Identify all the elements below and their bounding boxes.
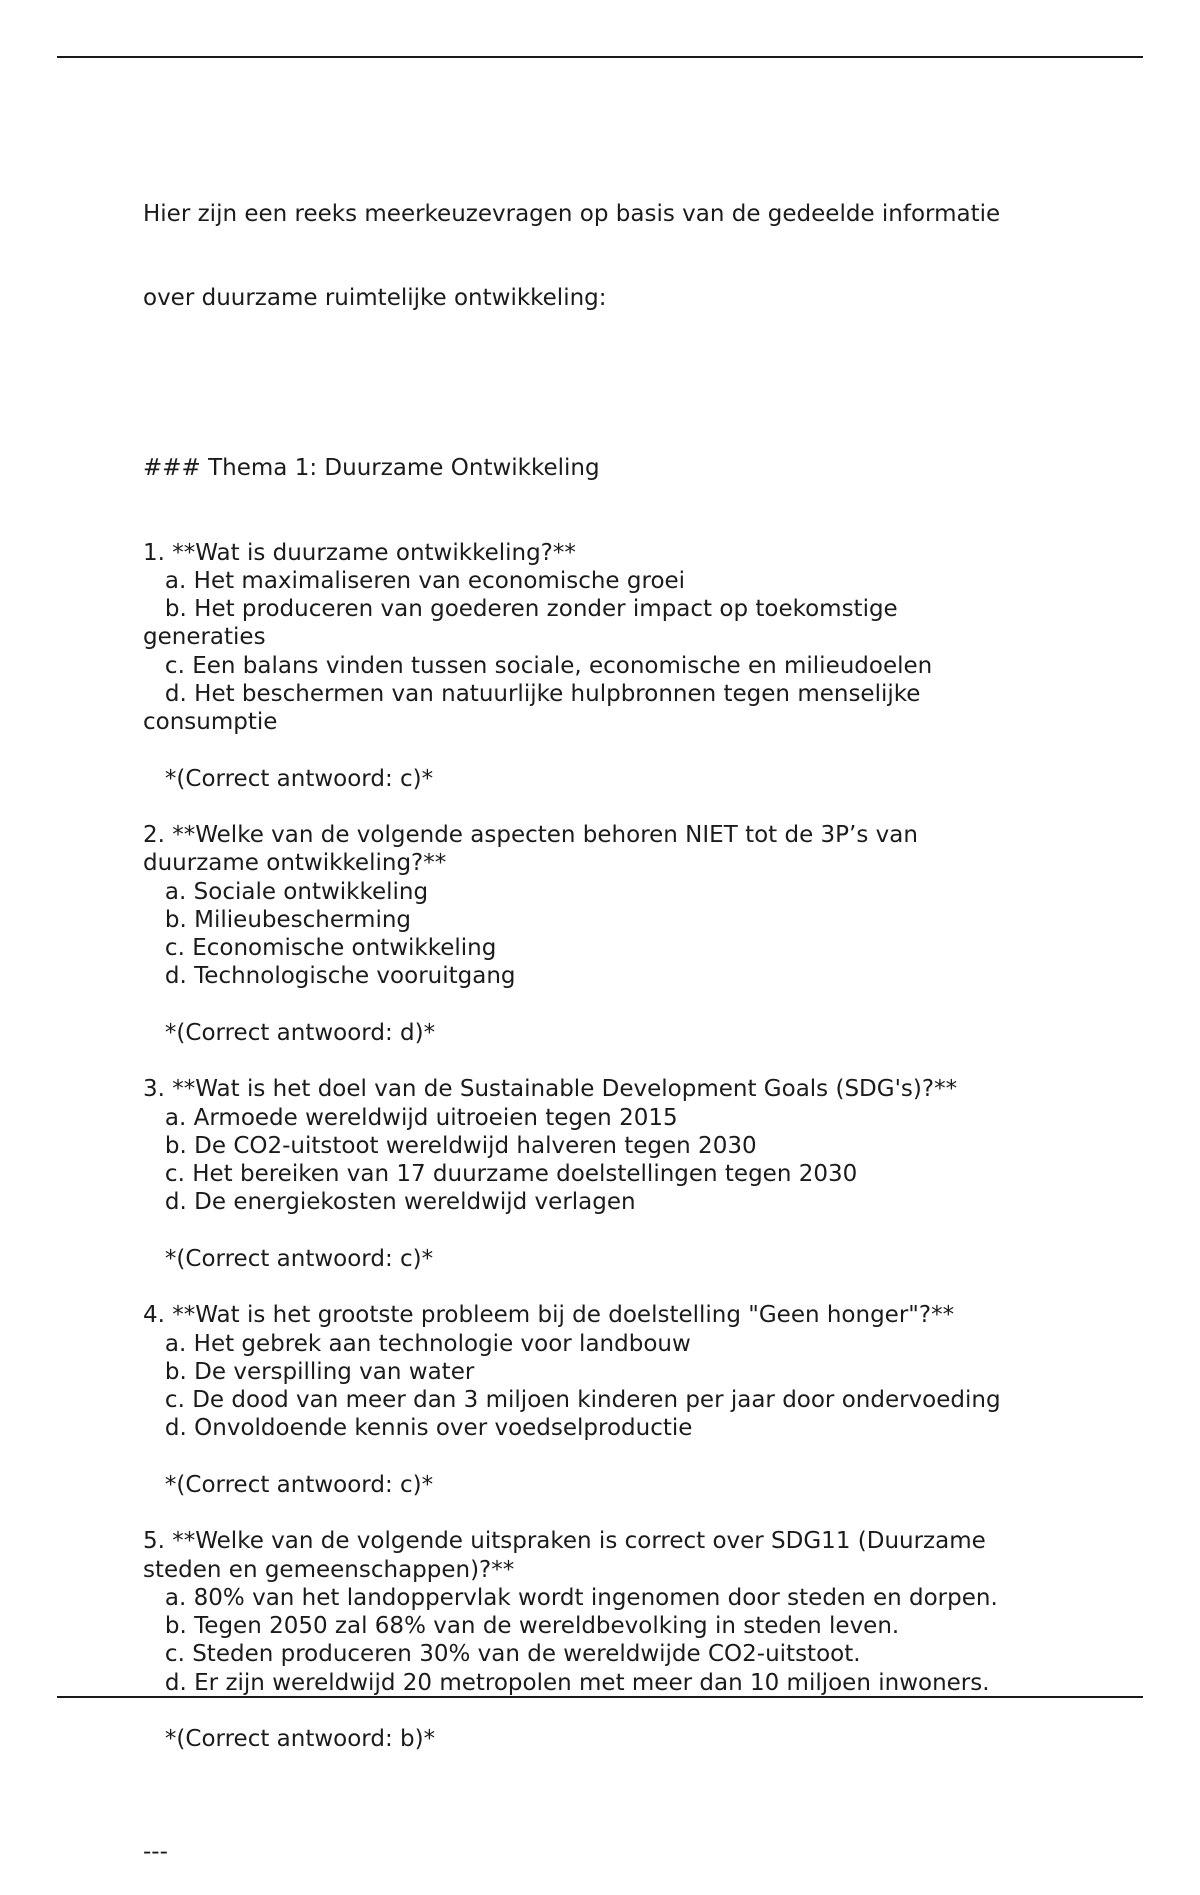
- intro-line: over duurzame ruimtelijke ontwikkeling:: [143, 285, 607, 312]
- answer-option: a. Sociale ontwikkeling: [143, 878, 429, 905]
- spacer: [143, 1697, 1083, 1725]
- answer-option: d. De energiekosten wereldwijd verlagen: [143, 1189, 636, 1216]
- answer-option: d. Onvoldoende kennis over voedselproductie: [143, 1415, 693, 1442]
- answer-option: a. Het gebrek aan technologie voor landbouw: [143, 1330, 691, 1357]
- answer-option: a. Armoede wereldwijd uitroeien tegen 2015: [143, 1104, 678, 1131]
- answer-option: c. De dood van meer dan 3 miljoen kinderen per jaar door ondervoeding: [143, 1387, 1001, 1413]
- question-text: 3. **Wat is het doel van de Sustainable Development Goals (SDG's)?**: [143, 1076, 958, 1103]
- question-text: steden en gemeenschappen)?**: [143, 1556, 515, 1583]
- correct-answer: *(Correct antwoord: c)*: [143, 1245, 434, 1272]
- answer-option: a. Het maximaliseren van economische groei: [143, 567, 686, 594]
- correct-answer: *(Correct antwoord: d)*: [143, 1019, 436, 1046]
- question-text: 1. **Wat is duurzame ontwikkeling?**: [143, 539, 576, 566]
- answer-option: d. Technologische vooruitgang: [143, 963, 516, 990]
- question-block: [143, 1527, 1083, 1781]
- answer-option: b. De CO2-uitstoot wereldwijd halveren tegen 2030: [143, 1132, 757, 1159]
- correct-answer: *(Correct antwoord: c)*: [143, 765, 434, 792]
- top-divider: [57, 56, 1143, 58]
- spacer: [143, 793, 1083, 821]
- question-block: [143, 1301, 1083, 1527]
- question-block: [143, 1075, 1083, 1301]
- question-text: 5. **Welke van de volgende uitspraken is correct over SDG11 (Duurzame: [143, 1528, 986, 1555]
- answer-option: b. Tegen 2050 zal 68% van de wereldbevolking in steden leven.: [143, 1613, 900, 1639]
- answer-option: b. De verspilling van water: [143, 1358, 475, 1385]
- answer-option: b. Milieubescherming: [143, 906, 412, 933]
- spacer: [143, 1499, 1083, 1527]
- theme-heading: ### Thema 1: Duurzame Ontwikkeling: [143, 454, 600, 481]
- answer-option: c. Het bereiken van 17 duurzame doelstellingen tegen 2030: [143, 1161, 858, 1187]
- answer-option: b. Het produceren van goederen zonder impact op toekomstige: [143, 596, 898, 622]
- question-text: duurzame ontwikkeling?**: [143, 850, 447, 877]
- spacer: [143, 1443, 1083, 1471]
- spacer: [143, 1753, 1083, 1781]
- bottom-divider: [57, 1696, 1143, 1698]
- question-block: [143, 539, 1083, 822]
- spacer: [143, 1217, 1083, 1245]
- answer-option: generaties: [143, 624, 266, 651]
- question-block: [143, 821, 1083, 1075]
- correct-answer: *(Correct antwoord: c)*: [143, 1471, 434, 1498]
- answer-option: d. Het beschermen van natuurlijke hulpbronnen tegen menselijke: [143, 680, 921, 707]
- answer-option: c. Steden produceren 30% van de wereldwijde CO2-uitstoot.: [143, 1641, 861, 1668]
- answer-option: consumptie: [143, 709, 278, 735]
- answer-option: c. Economische ontwikkeling: [143, 935, 497, 961]
- answer-option: d. Er zijn wereldwijd 20 metropolen met meer dan 10 miljoen inwoners.: [143, 1669, 990, 1696]
- spacer: [143, 736, 1083, 764]
- spacer: [143, 991, 1083, 1019]
- document-body: [143, 143, 1083, 1895]
- question-list: [143, 539, 1083, 1782]
- answer-option: a. 80% van het landoppervlak wordt ingenomen door steden en dorpen.: [143, 1584, 998, 1611]
- question-text: 4. **Wat is het grootste probleem bij de doelstelling "Geen honger"?**: [143, 1302, 955, 1329]
- spacer: [143, 1047, 1083, 1075]
- question-text: 2. **Welke van de volgende aspecten behoren NIET tot de 3P’s van: [143, 822, 918, 848]
- correct-answer: *(Correct antwoord: b)*: [143, 1726, 436, 1752]
- spacer: [143, 369, 1083, 397]
- separator: ---: [143, 1839, 168, 1865]
- intro-line: Hier zijn een reeks meerkeuzevragen op basis van de gedeelde informatie: [143, 200, 1001, 227]
- answer-option: c. Een balans vinden tussen sociale, economische en milieudoelen: [143, 652, 933, 679]
- spacer: [143, 1273, 1083, 1301]
